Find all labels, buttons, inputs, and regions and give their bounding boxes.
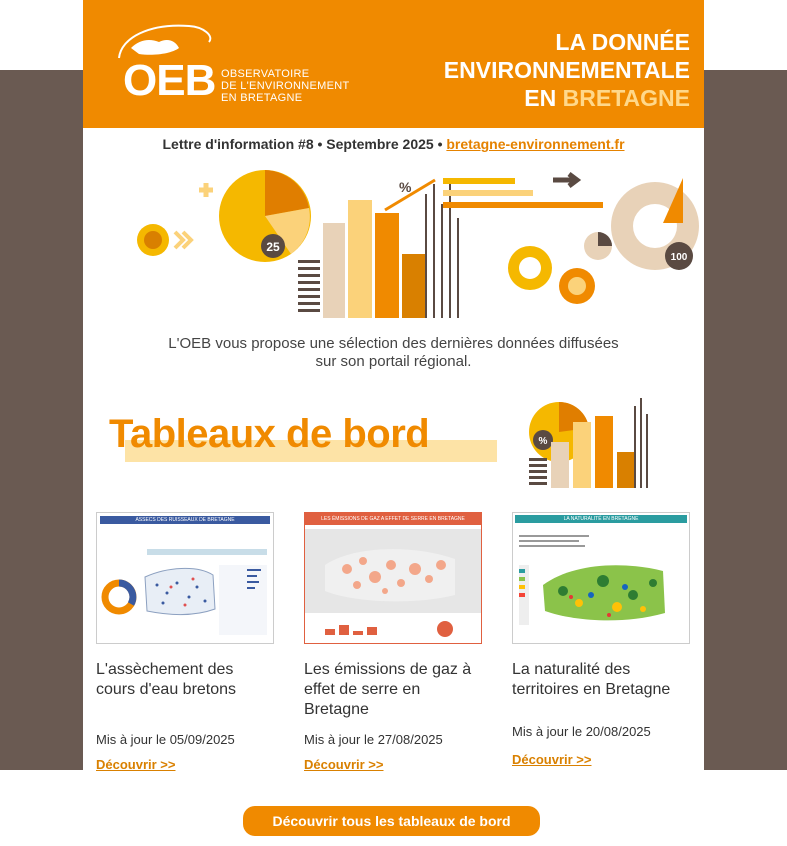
discover-link-ges[interactable]: Découvrir >> (304, 757, 384, 772)
section-bar-3 (595, 416, 613, 488)
tile-date: Mis à jour le 20/08/2025 (512, 724, 651, 739)
discover-all-button[interactable]: Découvrir tous les tableaux de bord (243, 806, 540, 836)
plus-icon (199, 183, 213, 197)
tile-title-line-2: territoires en Bretagne (512, 681, 671, 698)
thumb-header-text: ASSECS DES RUISSEAUX DE BRETAGNE (135, 517, 235, 523)
tile-title-line-2: effet de serre en (304, 681, 421, 698)
section-title: Tableaux de bord (109, 412, 430, 456)
thumb-header-text: LA NATURALITÉ EN BRETAGNE (563, 516, 639, 522)
section-lollipops (635, 398, 647, 488)
logo-subtitle (221, 68, 350, 104)
tile-title-line-1: La naturalité des (512, 661, 631, 678)
newsletter-issue: Lettre d'information #8 • Septembre 2025 • (162, 136, 447, 152)
title-highlight: BRETAGNE (562, 85, 690, 111)
thumbnail-naturalite[interactable] (512, 512, 690, 644)
newsletter-info (83, 136, 704, 152)
hero-hbar-2 (443, 190, 533, 196)
oeb-logo[interactable] (109, 18, 369, 118)
title-line-3 (444, 84, 690, 112)
badge-25-text: 25 (266, 240, 280, 254)
hero-chevrons-icon (175, 232, 191, 248)
hero-bar-1 (323, 223, 345, 318)
thumbnail-ges[interactable] (304, 512, 482, 644)
dashboard-tile-assechement (96, 512, 274, 772)
tile-title-line-3: Bretagne (304, 701, 369, 718)
tile-date: Mis à jour le 05/09/2025 (96, 732, 235, 747)
title-line-3-prefix: EN (524, 85, 563, 111)
header (83, 0, 704, 128)
logo-text: OEB (123, 56, 216, 105)
hero-percent-text: % (399, 179, 412, 195)
section-bar-2 (573, 422, 591, 488)
thumb-naturalite-graphic (513, 525, 689, 643)
hero-hbar-1 (443, 178, 515, 184)
thumbnail-assechement[interactable] (96, 512, 274, 644)
hero-bar-3 (375, 213, 399, 318)
tile-title-line-2: cours d'eau bretons (96, 681, 237, 698)
intro-line-1: L'OEB vous propose une sélection des dernières données diffusées (168, 335, 619, 352)
hero-arrow-icon (553, 174, 577, 186)
site-link[interactable]: bretagne-environnement.fr (446, 136, 625, 152)
tile-title[interactable] (96, 660, 274, 700)
newsletter-card (83, 0, 704, 770)
discover-link-assechement[interactable]: Découvrir >> (96, 757, 176, 772)
hero-bar-4 (402, 254, 426, 318)
thumb-ges-graphic (305, 525, 481, 643)
section-bar-1 (551, 442, 569, 488)
hero-striped-bars (298, 260, 320, 312)
header-title (444, 28, 690, 112)
section-bar-4 (617, 452, 635, 488)
hero-hbar-3 (443, 202, 603, 208)
tile-title[interactable] (512, 660, 690, 700)
intro-line-2: sur son portail régional. (315, 353, 472, 370)
logo-sub-line-3: EN BRETAGNE (221, 92, 303, 104)
title-line-2: ENVIRONNEMENTALE (443, 57, 690, 83)
section-percent-text: % (538, 436, 548, 447)
thumb-header-text: LES ÉMISSIONS DE GAZ A EFFET DE SERRE EN BRETAGNE (321, 516, 465, 522)
hero-lollipops (426, 180, 458, 318)
tile-date: Mis à jour le 27/08/2025 (304, 732, 443, 747)
logo-sub-line-2: DE L'ENVIRONNEMENT (221, 80, 350, 92)
discover-link-naturalite[interactable]: Découvrir >> (512, 752, 592, 767)
section-striped-bars (529, 458, 547, 485)
dashboard-tile-ges (304, 512, 482, 772)
hero-bar-2 (348, 200, 372, 318)
tile-title[interactable] (304, 660, 482, 720)
title-line-1: LA DONNÉE (555, 29, 690, 55)
thumb-assechement-graphic (97, 527, 273, 645)
tile-title-line-1: L'assèchement des (96, 661, 234, 678)
tile-title-line-1: Les émissions de gaz à (304, 661, 472, 678)
logo-sub-line-1: OBSERVATOIRE (221, 68, 310, 80)
badge-100-text: 100 (670, 252, 688, 263)
hero-illustration (123, 168, 688, 328)
intro-text (113, 335, 674, 371)
section-illustration (523, 392, 663, 488)
dashboard-tile-naturalite (512, 512, 690, 767)
